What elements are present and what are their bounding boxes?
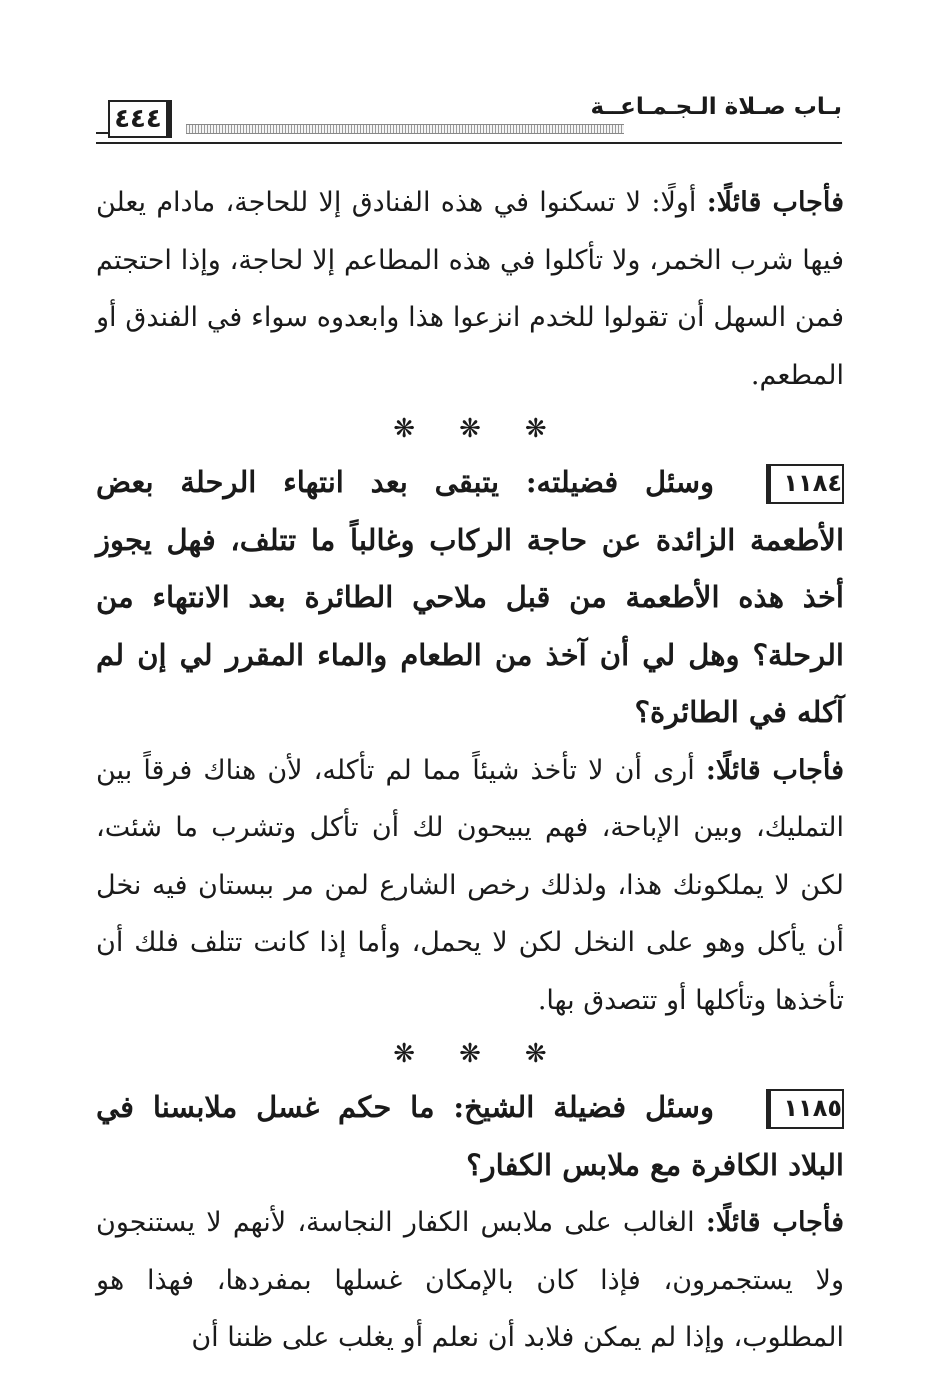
page-content: [96, 174, 844, 1367]
section-separator: [96, 404, 844, 454]
answer-lead: فأجاب قائلًا:: [705, 754, 845, 786]
fatwa-question: [96, 1079, 844, 1194]
answer-text: الغالب على ملابس الكفار النجاسة، لأنهم لا يستنجون ولا يستجمرون، فإذا كان بالإمكان غسلها بمفردها، فهذا هو المطلوب، وإذا لم يمكن فلابد أن نعلم أو يغلب على ظننا أن: [96, 1207, 844, 1353]
separator-star: ❋: [393, 1039, 416, 1069]
separator-star: ❋: [459, 1039, 481, 1069]
answer-text: أرى أن لا تأخذ شيئاً مما لم تأكله، لأن هناك فرقاً بين التمليك، وبين الإباحة، فهم يبيحون لك أن تأكل وتشرب ما شئت، لكن لا يملكونك هذا، ولذلك رخص الشارع لمن مر ببستان فيه نخل أن يأكل وهو على النخل لكن لا يحمل، وأما إذا كانت تتلف فلك أن تأخذها وتأكلها أو تتصدق بها.: [96, 754, 844, 1016]
page-number: ٤٤٤: [108, 100, 172, 138]
answer-paragraph: [96, 1194, 844, 1367]
answer-paragraph: [96, 742, 844, 1030]
header-rule: [96, 142, 842, 144]
header-ornament-band: [186, 124, 624, 134]
fatwa-number: ١١٨٤: [766, 464, 844, 504]
chapter-title: بـاب صـلاة الـجـمـاعــة: [590, 94, 842, 120]
separator-star: ❋: [459, 414, 481, 444]
separator-star: ❋: [393, 414, 416, 444]
fatwa-question: [96, 454, 844, 742]
answer-lead: فأجاب قائلًا:: [706, 187, 845, 218]
answer-paragraph: [96, 174, 844, 404]
separator-star: ❋: [524, 414, 547, 444]
running-header: [96, 92, 842, 154]
separator-star: ❋: [524, 1039, 547, 1069]
answer-text: أولًا: لا تسكنوا في هذه الفنادق إلا للحاجة، مادام يعلن فيها شرب الخمر، ولا تأكلوا في هذه المطاعم إلا لحاجة، وإذا احتجتم فمن السهل أن تقولوا للخدم انزعوا هذا وابعدوه سواء في الفندق أو المطعم.: [96, 187, 844, 391]
question-text: وسئل فضيلته: يتبقى بعد انتهاء الرحلة بعض الأطعمة الزائدة عن حاجة الركاب وغالباً ما تتلف، فهل يجوز أخذ هذه الأطعمة من قبل ملاحي الطائرة بعد الانتهاء من الرحلة؟ وهل لي أن آخذ من الطعام والماء المقرر لي إن لم آكله في الطائرة؟: [96, 465, 844, 729]
section-separator: [96, 1029, 844, 1079]
question-text: وسئل فضيلة الشيخ: ما حكم غسل ملابسنا في البلاد الكافرة مع ملابس الكفار؟: [96, 1090, 844, 1182]
page-number-tick: [96, 132, 108, 134]
answer-lead: فأجاب قائلًا:: [705, 1207, 845, 1238]
fatwa-number: ١١٨٥: [766, 1089, 844, 1129]
